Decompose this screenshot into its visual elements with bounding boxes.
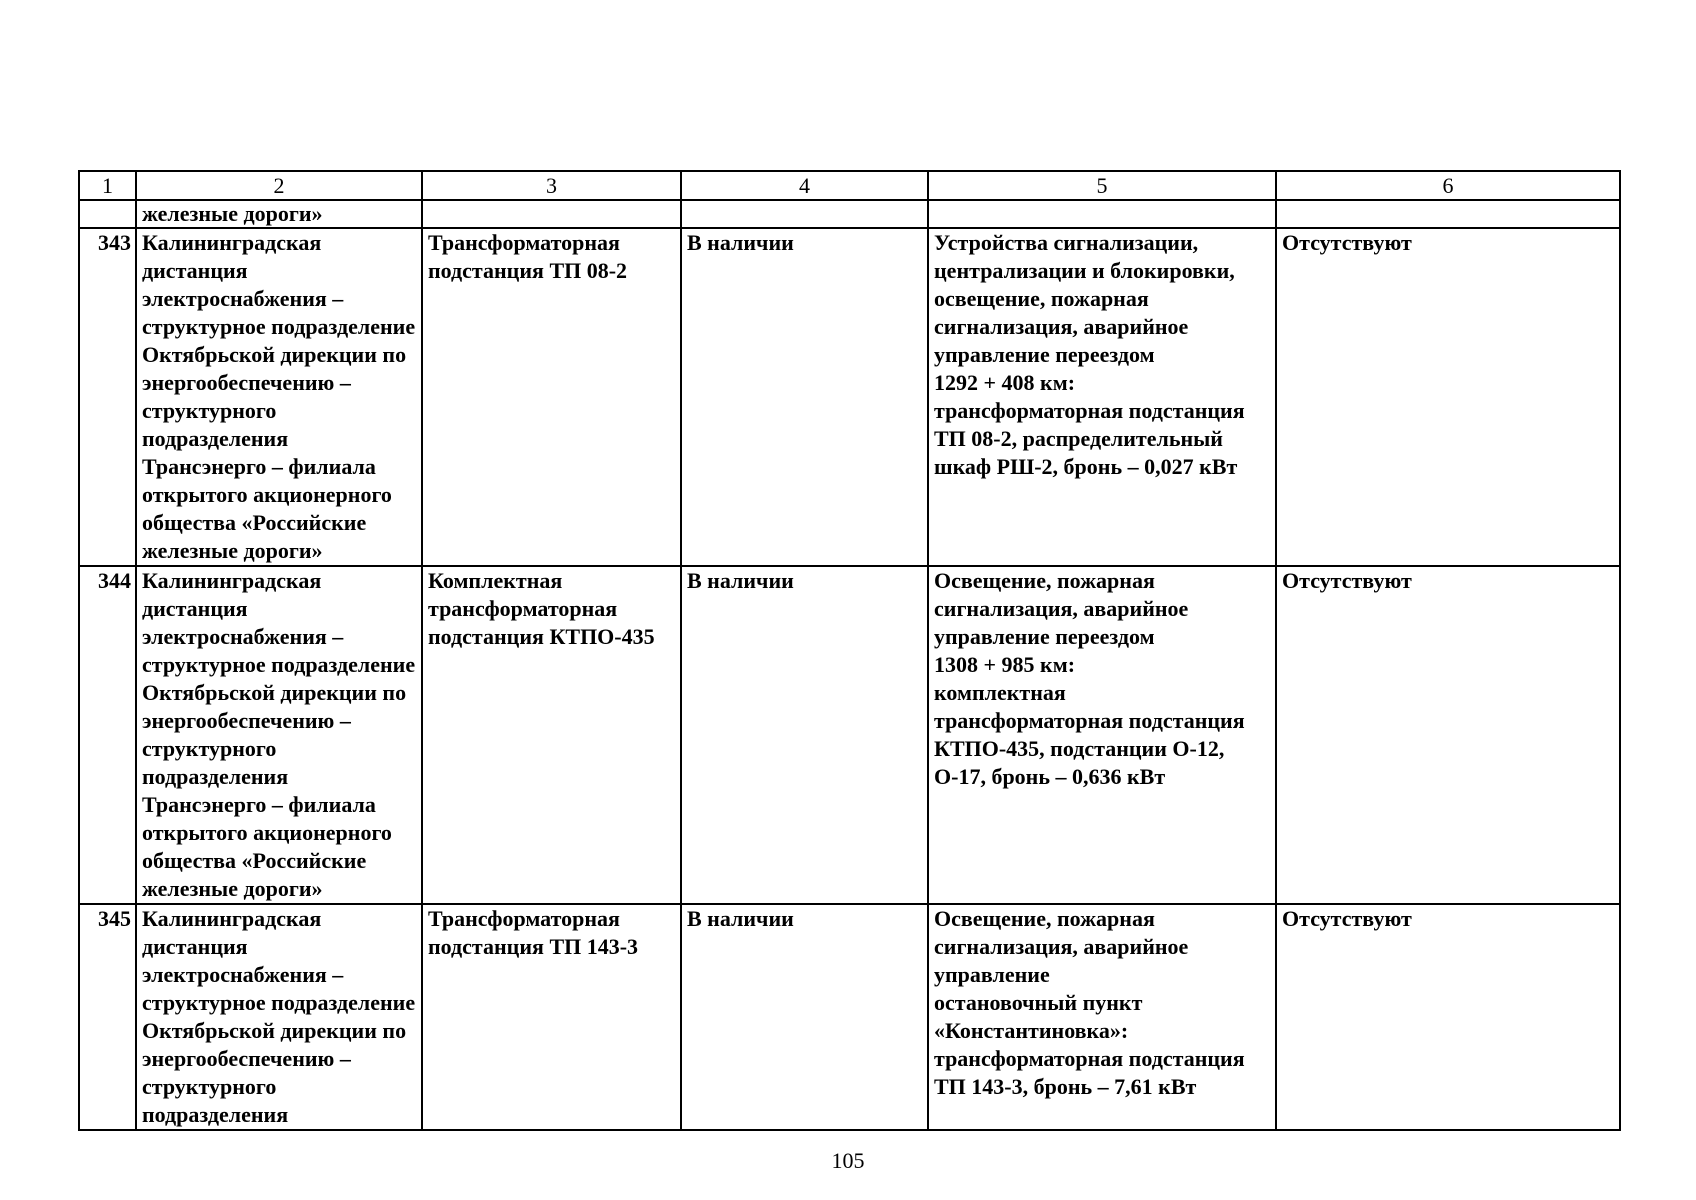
status-cell: В наличии bbox=[681, 228, 928, 566]
object-cell: Трансформаторная подстанция ТП 143-3 bbox=[422, 904, 681, 1130]
row-number-cell: 345 bbox=[79, 904, 136, 1130]
organization-cell: Калининградская дистанция электроснабжения – структурное подразделение Октябрьской дирекции по энергообеспечению – структурного подразделения Трансэнерго – филиала открытого акционерного общества «Российские железные дороги» bbox=[136, 228, 422, 566]
data-table bbox=[78, 170, 1621, 1131]
column-header-4: 4 bbox=[681, 171, 928, 200]
table-row-continuation bbox=[79, 200, 1620, 228]
table-row bbox=[79, 228, 1620, 566]
column-header-1: 1 bbox=[79, 171, 136, 200]
column-header-5: 5 bbox=[928, 171, 1276, 200]
row-number-cell: 344 bbox=[79, 566, 136, 904]
column-header-2: 2 bbox=[136, 171, 422, 200]
table-row bbox=[79, 904, 1620, 1130]
page-number: 105 bbox=[831, 1148, 865, 1173]
object-cell bbox=[422, 200, 681, 228]
object-cell: Комплектная трансформаторная подстанция КТПО-435 bbox=[422, 566, 681, 904]
organization-cell: Калининградская дистанция электроснабжения – структурное подразделение Октябрьской дирекции по энергообеспечению – структурного подразделения Трансэнерго – филиала открытого акционерного общества «Российские железные дороги» bbox=[136, 566, 422, 904]
row-number-cell bbox=[79, 200, 136, 228]
equipment-cell: Устройства сигнализации, централизации и блокировки, освещение, пожарная сигнализация, аварийное управление переездом 1292 + 408 км: трансформаторная подстанция ТП 08-2, распределительный шкаф РШ-2, бронь – 0,027 кВт bbox=[928, 228, 1276, 566]
status-cell: В наличии bbox=[681, 566, 928, 904]
equipment-cell bbox=[928, 200, 1276, 228]
other-cell: Отсутствуют bbox=[1276, 566, 1620, 904]
equipment-cell: Освещение, пожарная сигнализация, аварийное управление переездом 1308 + 985 км: комплектная трансформаторная подстанция КТПО-435, подстанции О-12, О-17, бронь – 0,636 кВт bbox=[928, 566, 1276, 904]
table-row bbox=[79, 566, 1620, 904]
organization-cell: Калининградская дистанция электроснабжения – структурное подразделение Октябрьской дирекции по энергообеспечению – структурного подразделения bbox=[136, 904, 422, 1130]
other-cell bbox=[1276, 200, 1620, 228]
table-header-row bbox=[79, 171, 1620, 200]
object-cell: Трансформаторная подстанция ТП 08-2 bbox=[422, 228, 681, 566]
column-header-6: 6 bbox=[1276, 171, 1620, 200]
organization-cell: железные дороги» bbox=[136, 200, 422, 228]
status-cell bbox=[681, 200, 928, 228]
equipment-cell: Освещение, пожарная сигнализация, аварийное управление остановочный пункт «Константиновка»: трансформаторная подстанция ТП 143-3, бронь – 7,61 кВт bbox=[928, 904, 1276, 1130]
column-header-3: 3 bbox=[422, 171, 681, 200]
other-cell: Отсутствуют bbox=[1276, 228, 1620, 566]
status-cell: В наличии bbox=[681, 904, 928, 1130]
row-number-cell: 343 bbox=[79, 228, 136, 566]
other-cell: Отсутствуют bbox=[1276, 904, 1620, 1130]
